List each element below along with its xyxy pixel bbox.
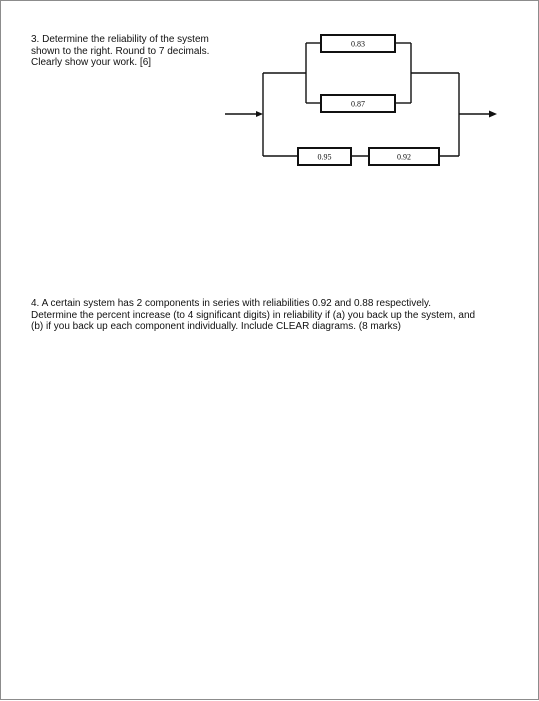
question-4-line: Determine the percent increase (to 4 significant digits) in reliability if (a) you back up the system, and — [31, 309, 476, 321]
component-block — [321, 35, 395, 52]
question-4-line: (b) if you back up each component individually. Include CLEAR diagrams. (8 marks) — [31, 321, 401, 332]
question-4 — [31, 298, 521, 333]
output-arrowhead — [489, 111, 497, 118]
component-label: 0.87 — [351, 99, 365, 109]
component-label: 0.95 — [317, 152, 332, 162]
question-3-line: 3. Determine the reliability of the system — [31, 34, 209, 45]
question-4-line: 4. A certain system has 2 components in series with reliabilities 0.92 and 0.88 respectively. — [31, 298, 432, 309]
component-block — [298, 148, 351, 165]
component-block — [369, 148, 439, 165]
input-arrowhead — [256, 111, 263, 117]
reliability-block-diagram — [1, 1, 539, 701]
question-3-line: shown to the right. Round to 7 decimals. — [31, 45, 210, 57]
question-3-line: Clearly show your work. [6] — [31, 57, 152, 68]
component-block — [321, 95, 395, 112]
component-label: 0.83 — [351, 39, 365, 49]
component-label: 0.92 — [397, 152, 411, 162]
